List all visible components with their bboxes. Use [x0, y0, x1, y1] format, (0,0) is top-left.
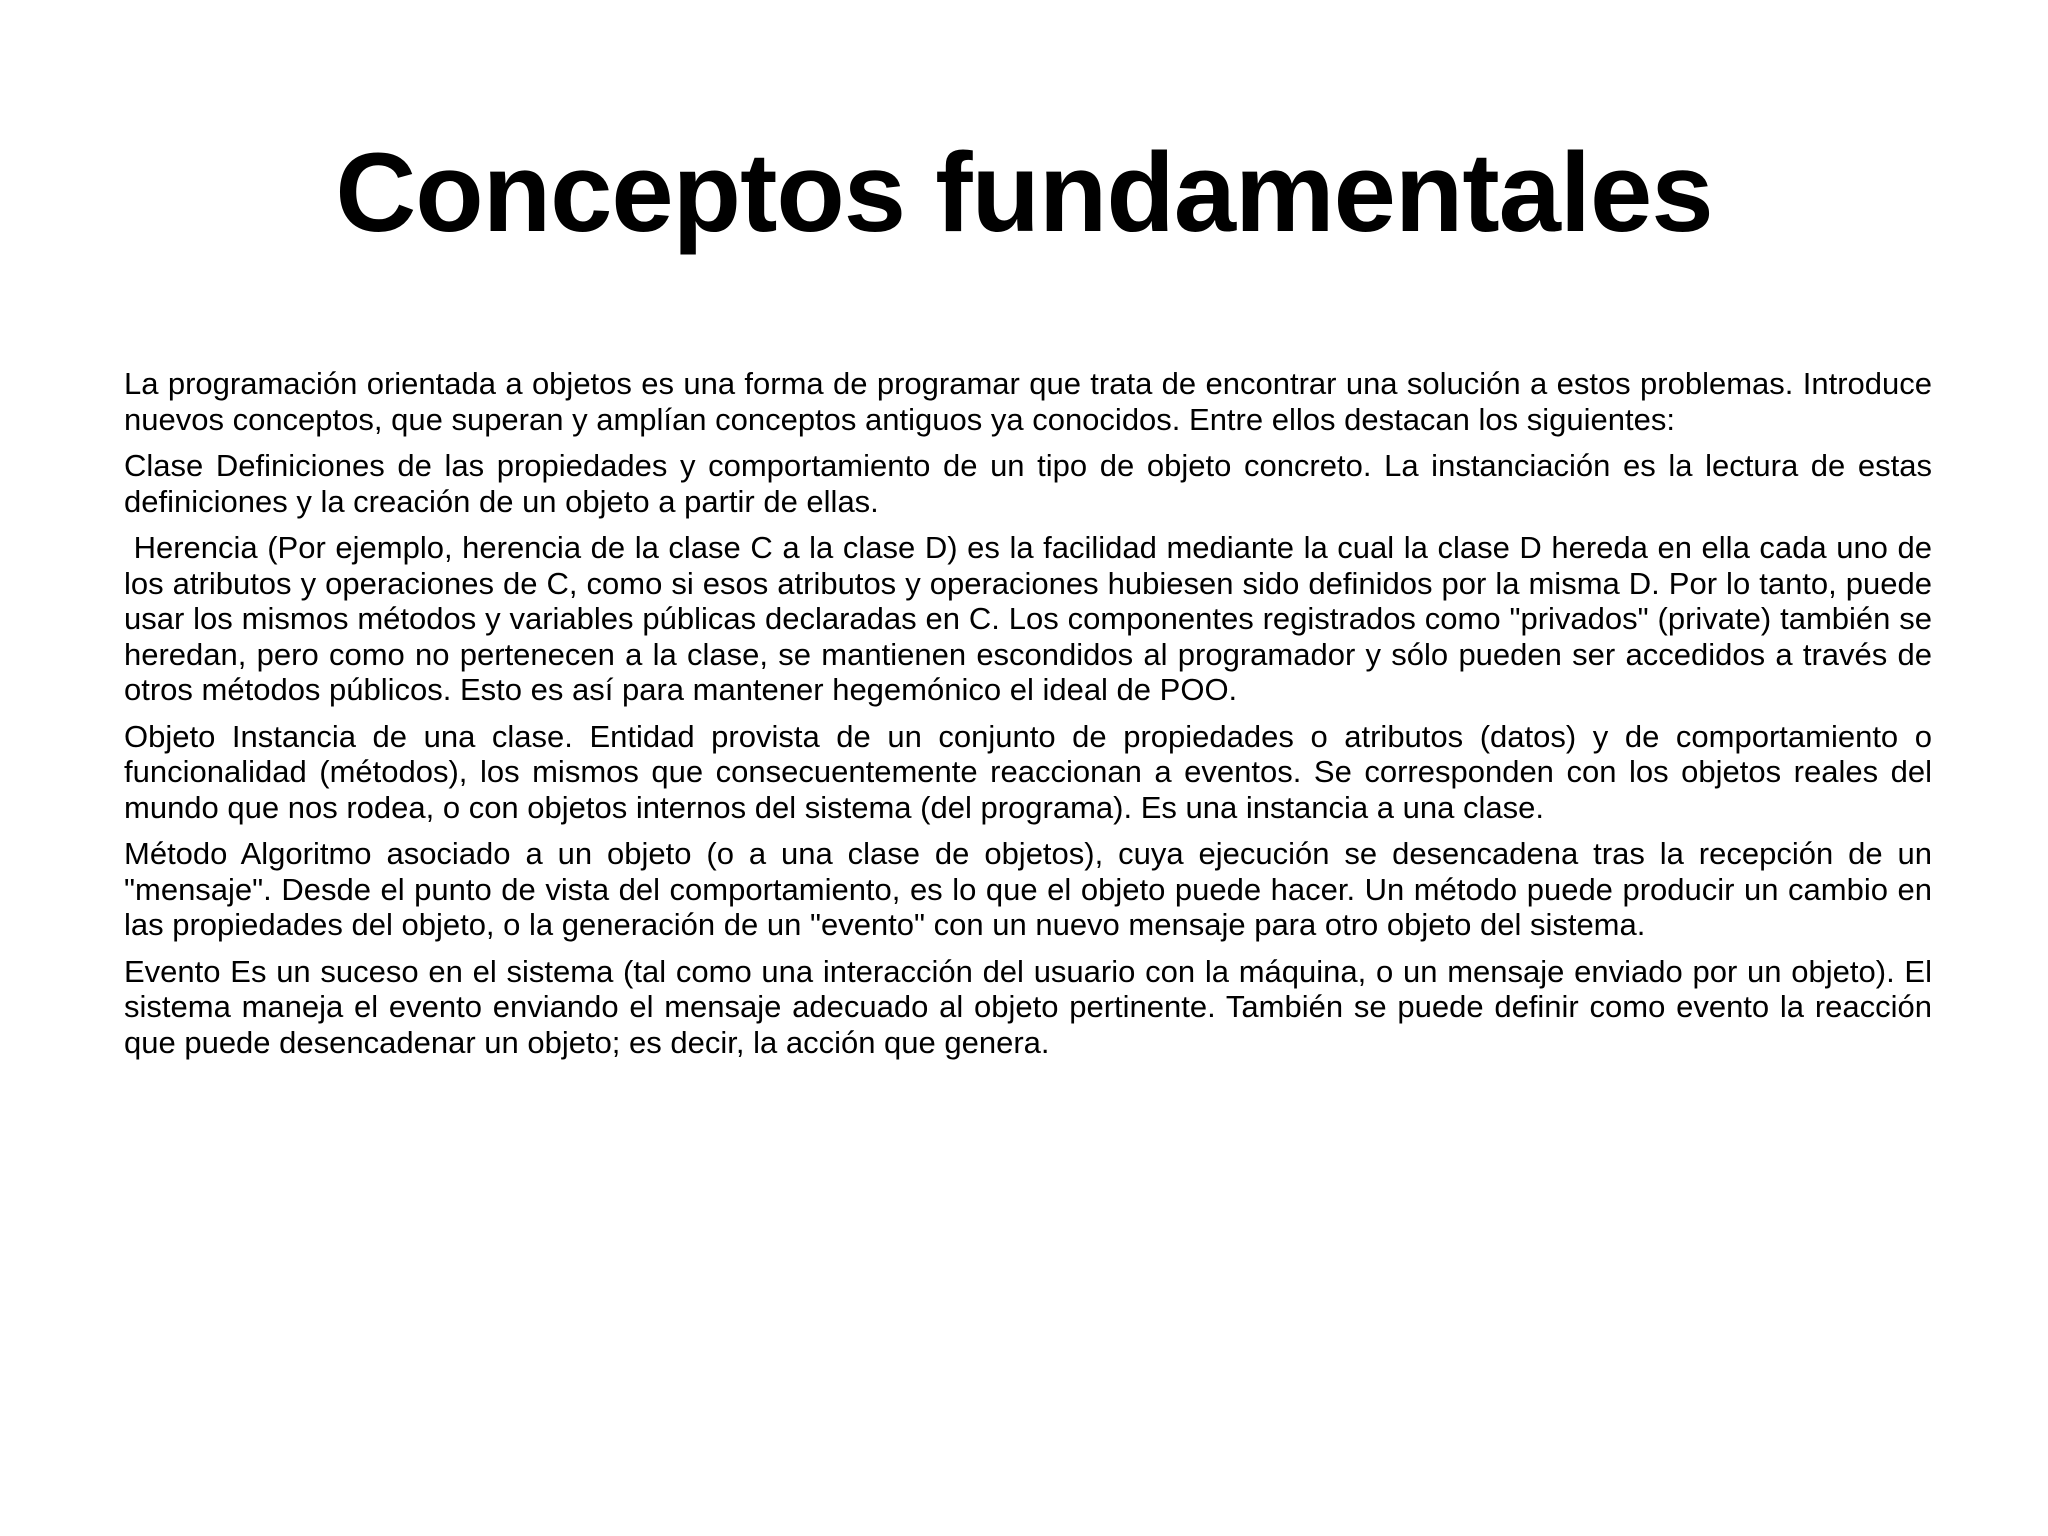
slide-body	[124, 366, 1941, 1071]
paragraph-herencia: Herencia (Por ejemplo, herencia de la clase C a la clase D) es la facilidad mediante la cual la clase D hereda en ella cada uno de los atributos y operaciones de C, como si esos atributos y operaciones hubiesen sido definidos por la misma D. Por lo tanto, puede usar los mismos métodos y variables públicas declaradas en C. Los componentes registrados como "privados" (private) también se heredan, pero como no pertenecen a la clase, se mantienen escondidos al programador y sólo pueden ser accedidos a través de otros métodos públicos. Esto es así para mantener hegemónico el ideal de POO.	[124, 530, 1941, 707]
paragraph-clase: Clase Definiciones de las propiedades y comportamiento de un tipo de objeto concreto. La instanciación es la lectura de estas definiciones y la creación de un objeto a partir de ellas.	[124, 448, 1932, 519]
paragraph-objeto: Objeto Instancia de una clase. Entidad provista de un conjunto de propiedades o atributos (datos) y de comportamiento o funcionalidad (métodos), los mismos que consecuentemente reaccionan a eventos. Se corresponden con los objetos reales del mundo que nos rodea, o con objetos internos del sistema (del programa). Es una instancia a una clase.	[124, 718, 1932, 825]
paragraph-evento: Evento Es un suceso en el sistema (tal como una interacción del usuario con la máquina, o un mensaje enviado por un objeto). El sistema maneja el evento enviando el mensaje adecuado al objeto pertinente. También se puede definir como evento la reacción que puede desencadenar un objeto; es decir, la acción que genera.	[124, 953, 1932, 1060]
paragraph-intro: La programación orientada a objetos es una forma de programar que trata de encontrar una solución a estos problemas. Introduce nuevos conceptos, que superan y amplían conceptos antiguos ya conocidos. Entre ellos destacan los siguientes:	[124, 366, 1932, 437]
slide-title: Conceptos fundamentales	[335, 130, 1713, 255]
paragraph-metodo: Método Algoritmo asociado a un objeto (o a una clase de objetos), cuya ejecución se desencadena tras la recepción de un "mensaje". Desde el punto de vista del comportamiento, es lo que el objeto puede hacer. Un método puede producir un cambio en las propiedades del objeto, o la generación de un "evento" con un nuevo mensaje para otro objeto del sistema.	[124, 836, 1932, 942]
